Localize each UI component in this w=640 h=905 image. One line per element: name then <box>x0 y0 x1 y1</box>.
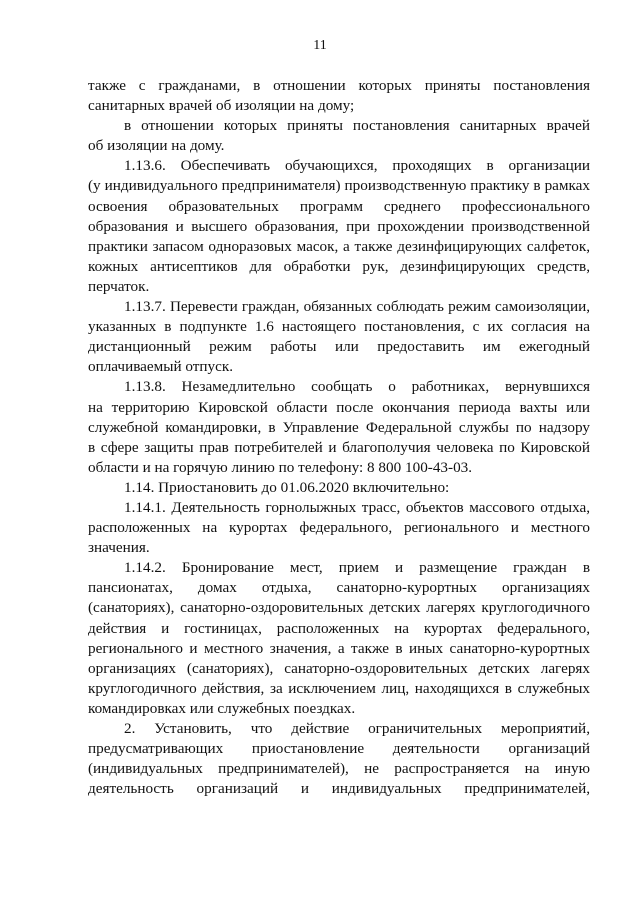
text-line: также с гражданами, в отношении которых приняты постановления <box>88 77 590 94</box>
text-line: перчаток. <box>88 277 150 295</box>
text-line: области и на горячую линию по телефону: 8 800 100-43-03. <box>88 458 473 476</box>
text-line: расположенных на курортах федерального, регионального и местного <box>88 519 590 537</box>
text-line: на территорию Кировской области после окончания периода вахты или <box>88 398 590 416</box>
page-number: 11 <box>313 38 327 53</box>
text-line: круглогодичного действия, за исключением лиц, находящихся в служебных <box>88 679 590 697</box>
text-line: 1.13.7. Перевести граждан, обязанных соблюдать режим самоизоляции, <box>124 298 590 316</box>
text-line: в сфере защиты прав потребителей и благополучия человека по Кировской <box>88 438 590 456</box>
text-line: командировках или служебных поездках. <box>88 699 356 717</box>
text-line: действия и гостиницах, расположенных на курортах федерального, <box>88 619 590 637</box>
text-line: предусматривающих приостановление деятельности организаций <box>88 740 590 758</box>
text-line: деятельность организаций и индивидуальных предпринимателей, <box>88 780 590 798</box>
text-line: (индивидуальных предпринимателей), не распространяется на иную <box>88 760 590 778</box>
text-line: (у индивидуального предпринимателя) производственную практику в рамках <box>88 177 590 195</box>
text-line: кожных антисептиков для обработки рук, дезинфицирующих средств, <box>88 257 590 275</box>
text-line: освоения образовательных программ среднего профессионального <box>88 197 590 215</box>
text-line: (санаториях), санаторно-оздоровительных детских лагерях круглогодичного <box>88 599 590 617</box>
text-line: об изоляции на дому. <box>88 137 225 155</box>
text-line: практики запасом одноразовых масок, а также дезинфицирующих салфеток, <box>88 237 590 255</box>
text-line: регионального и местного значения, а также в иных санаторно-курортных <box>88 639 590 657</box>
text-line: 1.13.6. Обеспечивать обучающихся, проходящих в организации <box>124 157 590 175</box>
text-line: оплачиваемый отпуск. <box>88 358 234 376</box>
text-line: санитарных врачей об изоляции на дому; <box>88 97 355 115</box>
text-line: дистанционный режим работы или предоставить им ежегодный <box>88 338 590 356</box>
text-line: в отношении которых приняты постановления санитарных врачей <box>124 117 590 135</box>
text-line: 1.14.1. Деятельность горнолыжных трасс, объектов массового отдыха, <box>124 498 590 516</box>
text-line: образования и высшего образования, при прохождении производственной <box>88 217 590 235</box>
text-line: указанных в подпункте 1.6 настоящего постановления, с их согласия на <box>88 318 590 336</box>
text-line: пансионатах, домах отдыха, санаторно-курортных организациях <box>88 579 590 597</box>
text-line: организациях (санаториях), санаторно-оздоровительных детских лагерях <box>88 659 590 677</box>
text-line: 2. Установить, что действие ограничительных мероприятий, <box>124 720 590 737</box>
text-line: служебной командировки, в Управление Федеральной службы по надзору <box>88 418 590 436</box>
text-line: 1.13.8. Незамедлительно сообщать о работниках, вернувшихся <box>124 378 590 396</box>
text-line: 1.14.2. Бронирование мест, прием и размещение граждан в <box>124 559 590 577</box>
text-line: 1.14. Приостановить до 01.06.2020 включительно: <box>124 478 450 496</box>
document-body <box>88 76 590 799</box>
text-line: значения. <box>88 539 150 557</box>
